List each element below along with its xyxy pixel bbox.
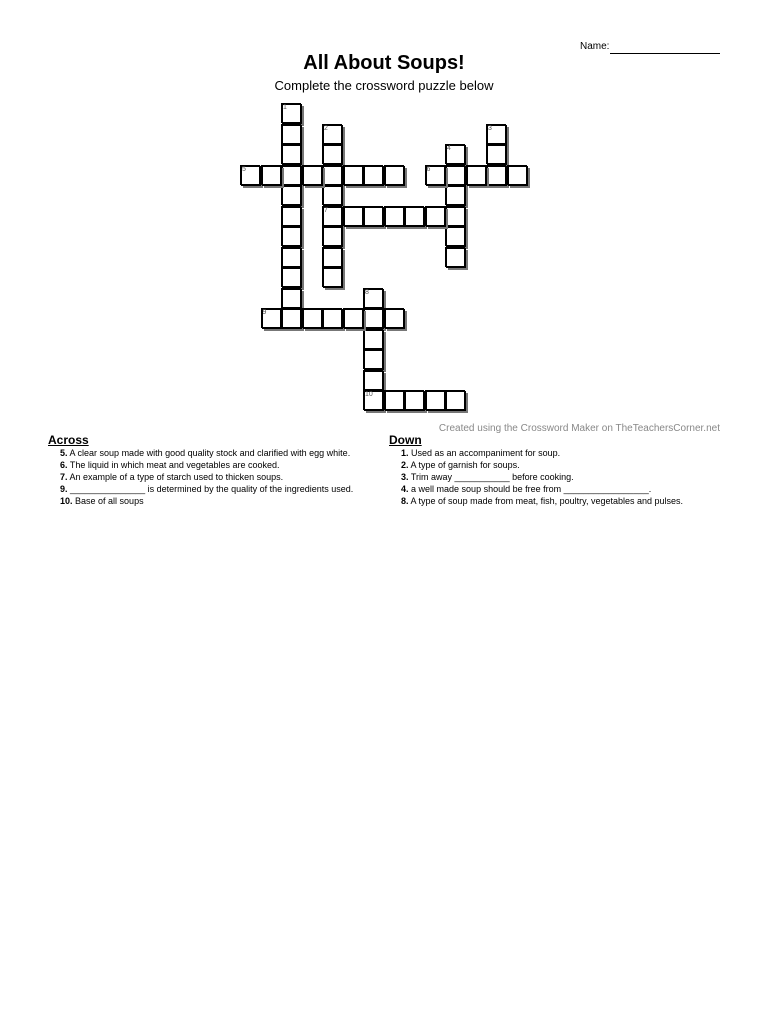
- crossword-cell[interactable]: [322, 124, 342, 144]
- crossword-cell[interactable]: [281, 185, 301, 205]
- crossword-cell[interactable]: [384, 390, 404, 410]
- crossword-cell[interactable]: [322, 206, 342, 226]
- crossword-cell[interactable]: [322, 185, 342, 205]
- clue-number: 3.: [401, 472, 409, 482]
- crossword-cell[interactable]: [363, 349, 383, 369]
- page-subtitle: Complete the crossword puzzle below: [274, 78, 494, 93]
- crossword-cell[interactable]: [486, 165, 506, 185]
- crossword-cell[interactable]: [281, 288, 301, 308]
- clue-text: Used as an accompaniment for soup.: [411, 448, 561, 458]
- crossword-cell[interactable]: [240, 165, 260, 185]
- clue-number: 5.: [60, 448, 68, 458]
- clue-across-7: [48, 471, 360, 483]
- clue-text: a well made soup should be free from _________________.: [411, 484, 652, 494]
- crossword-cell[interactable]: [384, 206, 404, 226]
- clue-number: 2.: [401, 460, 409, 470]
- crossword-cell[interactable]: [261, 165, 281, 185]
- clue-number: 6.: [60, 460, 68, 470]
- clue-number: 7.: [60, 472, 68, 482]
- across-heading: Across: [48, 433, 89, 447]
- crossword-cell[interactable]: [322, 267, 342, 287]
- crossword-cell[interactable]: [322, 226, 342, 246]
- cell-number: 10: [365, 391, 373, 398]
- crossword-cell[interactable]: [281, 103, 301, 123]
- crossword-cell[interactable]: [281, 165, 301, 185]
- cell-number: 9: [262, 309, 267, 316]
- clue-text: Base of all soups: [75, 496, 144, 506]
- cell-number: 6: [426, 165, 431, 173]
- crossword-cell[interactable]: [322, 144, 342, 164]
- crossword-cell[interactable]: [466, 165, 486, 185]
- cell-number: 1: [283, 104, 287, 111]
- down-clues: [389, 434, 719, 507]
- crossword-cell[interactable]: [363, 288, 383, 308]
- clue-text: A type of soup made from meat, fish, poultry, vegetables and pulses.: [410, 496, 684, 506]
- crossword-cell[interactable]: [322, 165, 342, 185]
- crossword-cell[interactable]: [445, 206, 465, 226]
- crossword-cell[interactable]: [486, 144, 506, 164]
- crossword-cell[interactable]: [281, 267, 301, 287]
- crossword-cell[interactable]: [363, 329, 383, 349]
- crossword-cell[interactable]: [445, 165, 465, 185]
- crossword-cell[interactable]: [384, 308, 404, 328]
- clue-text: A clear soup made with good quality stock and clarified with egg white.: [69, 448, 351, 458]
- crossword-cell[interactable]: [281, 124, 301, 144]
- crossword-cell[interactable]: [322, 308, 342, 328]
- clue-across-10: [48, 495, 360, 507]
- crossword-cell[interactable]: [404, 390, 424, 410]
- crossword-cell[interactable]: [404, 206, 424, 226]
- down-heading: Down: [389, 433, 422, 447]
- crossword-cell[interactable]: [281, 144, 301, 164]
- crossword-cell[interactable]: [281, 308, 301, 328]
- crossword-cell[interactable]: [363, 165, 383, 185]
- cell-number: 4: [447, 145, 451, 152]
- clue-text: The liquid in which meat and vegetables are cooked.: [69, 460, 280, 470]
- clue-text: An example of a type of starch used to thicken soups.: [69, 472, 284, 482]
- crossword-cell[interactable]: [261, 308, 281, 328]
- crossword-cell[interactable]: [363, 206, 383, 226]
- clue-down-4: [389, 483, 719, 495]
- credit-text: Created using the Crossword Maker on TheTeachersCorner.net: [438, 423, 720, 434]
- crossword-cell[interactable]: [363, 308, 383, 328]
- crossword-cell[interactable]: [322, 247, 342, 267]
- page-title: All About Soups!: [303, 52, 465, 74]
- crossword-cell[interactable]: [425, 206, 445, 226]
- crossword-cell[interactable]: [507, 165, 527, 185]
- cell-number: 8: [365, 288, 369, 296]
- clue-number: 4.: [401, 484, 409, 494]
- crossword-cell[interactable]: [425, 390, 445, 410]
- cell-number: 3: [488, 124, 492, 132]
- clue-down-8: [389, 495, 719, 507]
- crossword-cell[interactable]: [281, 226, 301, 246]
- clue-text: A type of garnish for soups.: [410, 460, 520, 470]
- crossword-cell[interactable]: [425, 165, 445, 185]
- clue-across-9: [48, 483, 360, 495]
- crossword-cell[interactable]: [343, 165, 363, 185]
- crossword-cell[interactable]: [302, 165, 322, 185]
- clue-text: _______________ is determined by the quality of the ingredients used.: [70, 484, 354, 494]
- clue-number: 9.: [60, 484, 68, 494]
- crossword-cell[interactable]: [281, 247, 301, 267]
- crossword-cell[interactable]: [302, 308, 322, 328]
- crossword-cell[interactable]: [343, 206, 363, 226]
- crossword-cell[interactable]: [384, 165, 404, 185]
- clue-across-6: [48, 459, 360, 471]
- crossword-cell[interactable]: [445, 185, 465, 205]
- clue-across-5: [48, 447, 360, 459]
- clue-text: Trim away ___________ before cooking.: [410, 472, 574, 482]
- crossword-cell[interactable]: [445, 390, 465, 410]
- clue-number: 10.: [60, 496, 73, 506]
- crossword-cell[interactable]: [486, 124, 506, 144]
- crossword-cell[interactable]: [343, 308, 363, 328]
- crossword-cell[interactable]: [281, 206, 301, 226]
- crossword-cell[interactable]: [445, 226, 465, 246]
- crossword-grid: [0, 0, 768, 430]
- crossword-cell[interactable]: [363, 390, 383, 410]
- cell-number: 7: [324, 206, 328, 214]
- clue-down-1: [389, 447, 719, 459]
- clue-number: 1.: [401, 448, 409, 458]
- clue-down-3: [389, 471, 719, 483]
- cell-number: 5: [242, 165, 246, 173]
- across-clues: [48, 434, 360, 507]
- crossword-cell[interactable]: [445, 144, 465, 164]
- name-label: Name:: [580, 41, 610, 52]
- cell-number: 2: [324, 124, 328, 132]
- clue-number: 8.: [401, 496, 409, 506]
- clue-down-2: [389, 459, 719, 471]
- crossword-cell[interactable]: [445, 247, 465, 267]
- crossword-cell[interactable]: [363, 370, 383, 390]
